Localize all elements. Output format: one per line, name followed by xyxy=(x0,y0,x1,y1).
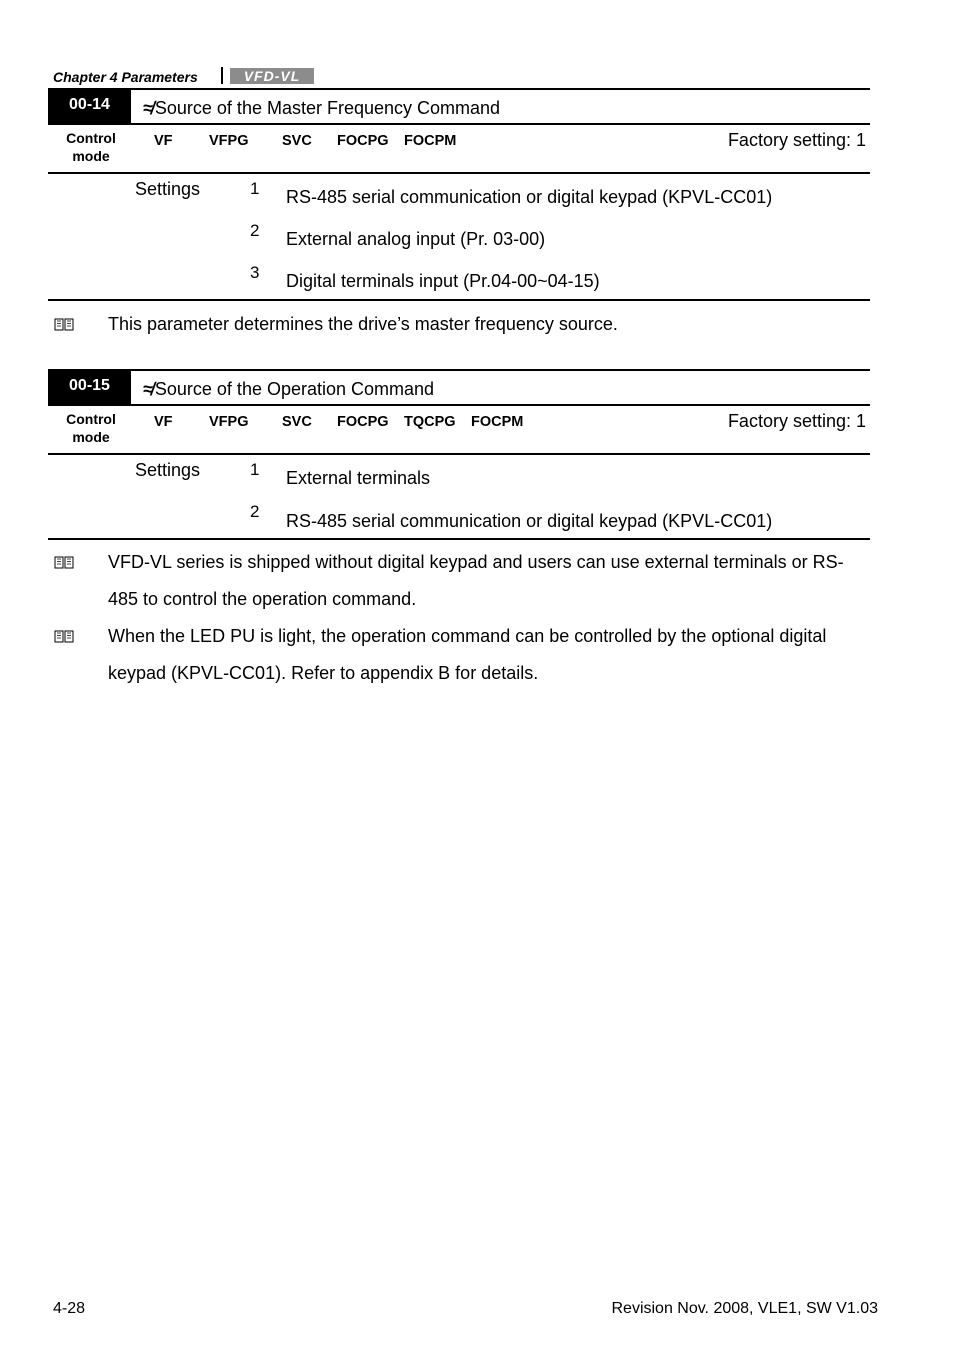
write-mark-icon: ≉ xyxy=(143,98,153,118)
param-title xyxy=(143,98,500,119)
divider xyxy=(131,88,870,90)
param-title xyxy=(143,379,434,400)
divider xyxy=(48,123,870,125)
mode-focpg: FOCPG xyxy=(337,414,389,430)
divider xyxy=(131,369,870,371)
control-mode-label: Control mode xyxy=(66,130,116,164)
param-title-text: Source of the Master Frequency Command xyxy=(154,98,501,118)
note-text: When the LED PU is light, the operation command can be controlled by the optional digital keypad (KPVL-CC01). Refer to appendix B for details. xyxy=(108,626,827,683)
page-number: 4-28 xyxy=(53,1300,86,1317)
setting-desc: Digital terminals input (Pr.04-00~04-15) xyxy=(286,271,600,291)
divider xyxy=(48,453,870,455)
book-icon xyxy=(54,629,74,644)
param-title-text: Source of the Operation Command xyxy=(154,379,435,399)
settings-label: Settings xyxy=(135,460,201,480)
mode-svc: SVC xyxy=(282,133,312,149)
setting-value: 1 xyxy=(250,179,260,198)
param-block-00-14 xyxy=(48,88,870,302)
mode-focpm: FOCPM xyxy=(471,414,524,430)
factory-setting: Factory setting: 1 xyxy=(727,411,866,431)
mode-vfpg: VFPG xyxy=(209,133,249,149)
mode-focpm: FOCPM xyxy=(404,133,457,149)
control-mode-label: Control mode xyxy=(66,411,116,445)
setting-value: 2 xyxy=(250,221,260,240)
header-divider xyxy=(221,67,223,84)
divider xyxy=(48,404,870,406)
setting-desc: RS-485 serial communication or digital keypad (KPVL-CC01) xyxy=(286,187,773,207)
setting-value: 3 xyxy=(250,263,260,282)
divider xyxy=(48,538,870,540)
book-icon xyxy=(54,555,74,570)
param-code: 00-15 xyxy=(48,369,131,405)
settings-label: Settings xyxy=(135,179,201,199)
setting-value: 2 xyxy=(250,502,260,521)
mode-svc: SVC xyxy=(282,414,312,430)
setting-desc: External analog input (Pr. 03-00) xyxy=(286,229,546,249)
product-logo: VFD-VL xyxy=(230,68,314,84)
param-code: 00-14 xyxy=(48,88,131,124)
mode-focpg: FOCPG xyxy=(337,133,389,149)
divider xyxy=(48,299,870,301)
setting-desc: RS-485 serial communication or digital keypad (KPVL-CC01) xyxy=(286,511,773,531)
book-icon xyxy=(54,317,74,332)
setting-value: 1 xyxy=(250,460,260,479)
divider xyxy=(48,172,870,174)
mode-tqcpg: TQCPG xyxy=(404,414,456,430)
note-text: VFD-VL series is shipped without digital keypad and users can use external terminals or RS-485 to control the operation command. xyxy=(108,552,844,609)
mode-vfpg: VFPG xyxy=(209,414,249,430)
setting-desc: External terminals xyxy=(286,468,431,488)
mode-vf: VF xyxy=(154,133,173,149)
factory-setting: Factory setting: 1 xyxy=(727,130,866,150)
param-block-00-15 xyxy=(48,369,870,541)
chapter-title: Chapter 4 Parameters xyxy=(53,69,198,85)
mode-vf: VF xyxy=(154,414,173,430)
note-text: This parameter determines the drive’s master frequency source. xyxy=(108,314,618,334)
write-mark-icon: ≉ xyxy=(143,379,153,399)
revision-info: Revision Nov. 2008, VLE1, SW V1.03 xyxy=(611,1300,878,1317)
